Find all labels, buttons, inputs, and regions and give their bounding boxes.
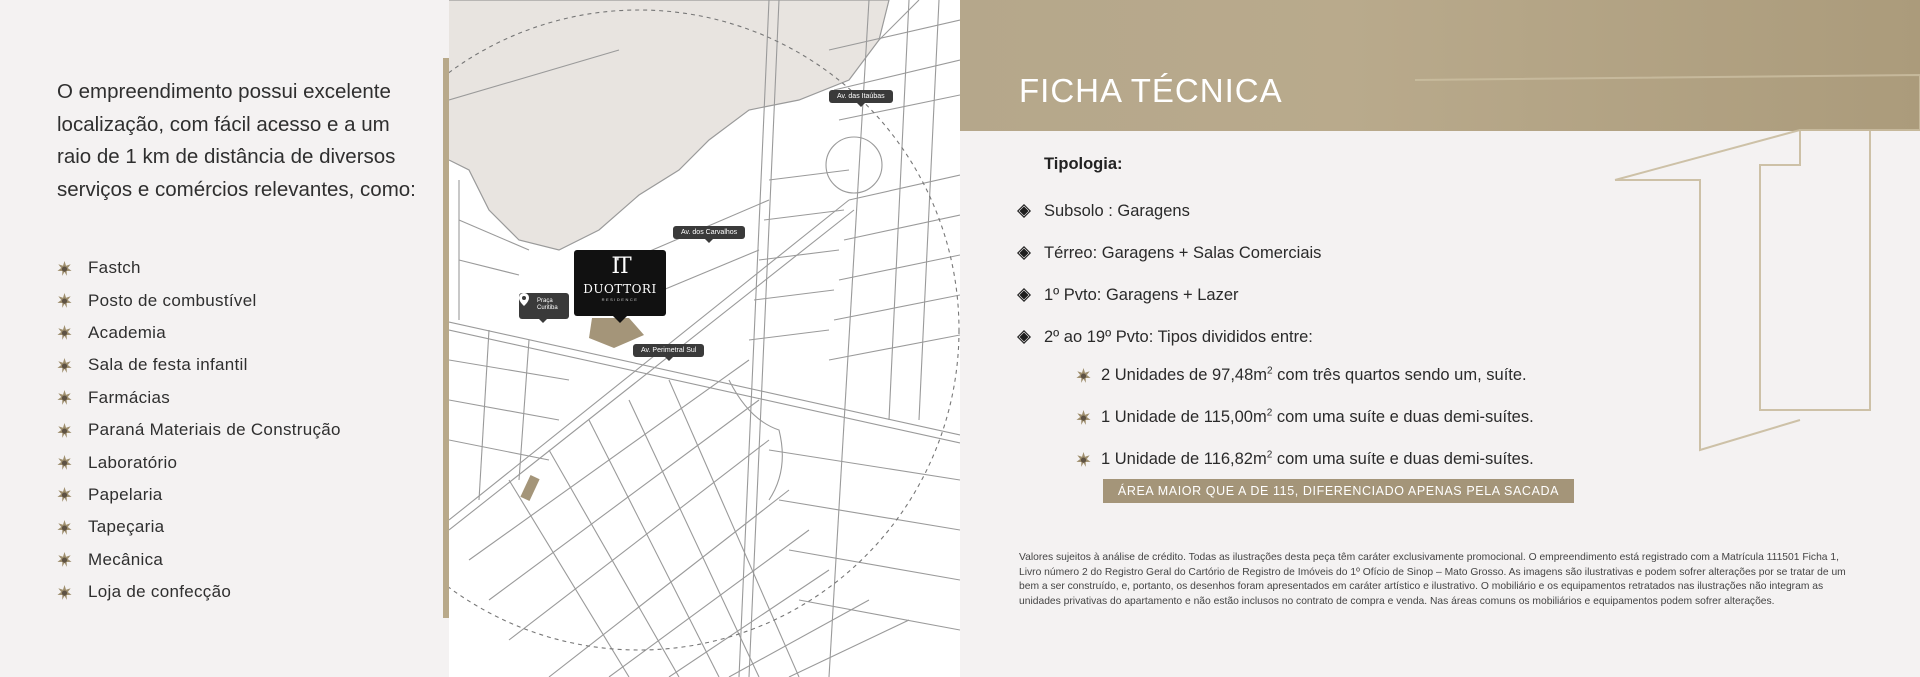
amenity-item	[57, 511, 341, 543]
ficha-tecnica-panel	[960, 0, 1920, 677]
unit-prefix: 2 Unidades de 97,48m	[1101, 365, 1268, 384]
star-bullet-icon	[57, 325, 72, 340]
amenities-list	[57, 252, 341, 608]
unit-suffix: com uma suíte e duas demi-suítes.	[1272, 449, 1534, 468]
unit-item	[1076, 396, 1534, 438]
amenity-item	[57, 317, 341, 349]
star-bullet-icon	[57, 455, 72, 470]
star-bullet-icon	[57, 520, 72, 535]
unit-suffix: com uma suíte e duas demi-suítes.	[1272, 407, 1534, 426]
unit-prefix: 1 Unidade de 116,82m	[1101, 449, 1267, 468]
spec-item-label: Subsolo : Garagens	[1044, 201, 1190, 220]
diamond-bullet-icon	[1017, 288, 1031, 302]
amenity-item	[57, 446, 341, 478]
amenity-item	[57, 414, 341, 446]
amenity-item	[57, 382, 341, 414]
amenity-label: Fastch	[88, 258, 141, 278]
star-bullet-icon	[57, 358, 72, 373]
left-panel	[0, 0, 448, 677]
diamond-bullet-icon	[1017, 204, 1031, 218]
unit-superscript: 2	[1266, 449, 1273, 460]
diamond-bullet-icon	[1017, 330, 1031, 344]
star-bullet-icon	[57, 390, 72, 405]
star-bullet-icon	[57, 423, 72, 438]
star-bullet-icon	[57, 293, 72, 308]
unit-prefix: 1 Unidade de 115,00m	[1101, 407, 1267, 426]
praca-label-line1: Praça	[537, 298, 553, 304]
amenity-item	[57, 479, 341, 511]
legal-disclaimer: Valores sujeitos à análise de crédito. Todas as ilustrações desta peça têm caráter exclusivamente promocional. O empreendimento está registrado com a Matrícula 111501 Ficha 1, Livro número 2 do Registro Geral do Cartório de Registro de Imóveis do 1º Ofício de Sinop – Mato Grosso. As imagens são ilustrativas e podem sofrer alterações por se tratar de um bem a ser construído, e, portanto, os desenhos foram apresentados em caráter artístico e ilustrativo. O mobiliário e os equipamentos retratados nas ilustrações não integram as unidades privativas do apartamento e não estão inclusos no contrato de compra e venda. Nas áreas comuns os mobiliários e equipamentos podem sofrer alterações.	[1019, 552, 1846, 607]
amenity-label: Farmácias	[88, 387, 171, 407]
star-bullet-icon	[57, 487, 72, 502]
unit-item-label	[1101, 366, 1527, 385]
amenity-label: Tapeçaria	[88, 517, 165, 537]
amenity-item	[57, 544, 341, 576]
map-label-av-itaubas: Av. das Itaúbas	[829, 90, 893, 103]
spec-item	[1017, 190, 1321, 232]
star-bullet-icon	[1076, 410, 1091, 425]
unit-suffix: com três quartos sendo um, suíte.	[1272, 365, 1527, 384]
spec-item-label: Térreo: Garagens + Salas Comerciais	[1044, 243, 1322, 262]
amenity-item	[57, 576, 341, 608]
amenity-label: Posto de combustível	[88, 290, 257, 310]
intro-text: O empreendimento possui excelente localização, com fácil acesso e a um raio de 1 km de distância de diversos serviços e comércios relevantes, como:	[57, 80, 416, 201]
unit-superscript: 2	[1267, 365, 1273, 376]
star-bullet-icon	[57, 261, 72, 276]
tipologia-label: Tipologia:	[1044, 155, 1123, 173]
amenity-item	[57, 284, 341, 316]
logo-name: DUOTTORI	[583, 282, 657, 296]
map-label-praca-curitiba	[519, 293, 569, 319]
spec-item-label: 2º ao 19º Pvto: Tipos divididos entre:	[1044, 327, 1313, 346]
map-label-av-perimetral: Av. Perimetral Sul	[633, 344, 704, 357]
praca-label-line2: Curitiba	[537, 305, 558, 311]
spec-item	[1017, 232, 1321, 274]
unit-superscript: 2	[1266, 407, 1273, 418]
amenity-item	[57, 252, 341, 284]
map-label-av-carvalhos: Av. dos Carvalhos	[673, 226, 745, 239]
amenity-item	[57, 349, 341, 381]
page-title: FICHA TÉCNICA	[1019, 72, 1283, 109]
spec-list	[1017, 190, 1321, 358]
amenity-label: Paraná Materiais de Construção	[88, 420, 341, 440]
spec-item	[1017, 274, 1321, 316]
highlight-banner: ÁREA MAIOR QUE A DE 115, DIFERENCIADO APENAS PELA SACADA	[1103, 479, 1574, 503]
location-map	[449, 0, 960, 677]
amenity-label: Laboratório	[88, 452, 178, 472]
unit-item-label	[1101, 450, 1534, 469]
diamond-bullet-icon	[1017, 246, 1031, 260]
spec-item	[1017, 316, 1321, 358]
star-bullet-icon	[1076, 368, 1091, 383]
amenity-label: Papelaria	[88, 484, 163, 504]
star-bullet-icon	[1076, 452, 1091, 467]
amenity-label: Academia	[88, 322, 166, 342]
unit-item	[1076, 354, 1534, 396]
star-bullet-icon	[57, 585, 72, 600]
duottori-logo-marker	[574, 250, 666, 316]
logo-subtitle: RESIDENCE	[601, 297, 639, 302]
location-pin-icon	[519, 293, 529, 306]
star-bullet-icon	[57, 552, 72, 567]
unit-item	[1076, 438, 1534, 480]
amenity-label: Loja de confecção	[88, 582, 232, 602]
unit-item-label	[1101, 408, 1534, 427]
logo-mark: IT	[611, 254, 629, 279]
spec-item-label: 1º Pvto: Garagens + Lazer	[1044, 285, 1239, 304]
amenity-label: Sala de festa infantil	[88, 355, 248, 375]
amenity-label: Mecânica	[88, 549, 164, 569]
unit-list	[1076, 354, 1534, 480]
